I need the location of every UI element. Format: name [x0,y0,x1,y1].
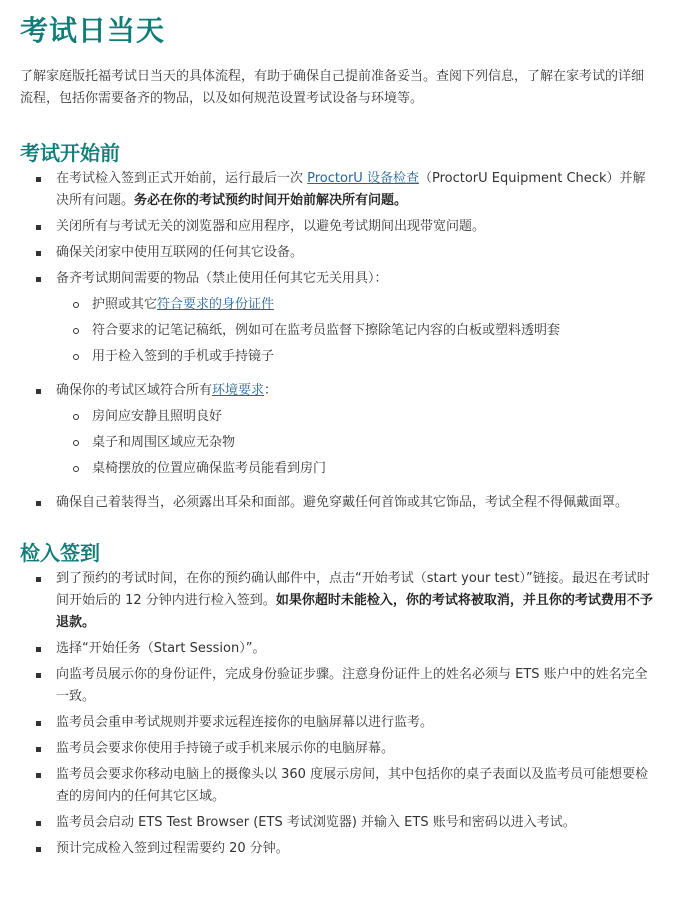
item-text: 备齐考试期间需要的物品（禁止使用任何其它无关用具）： [56,271,388,286]
environment-requirements-link[interactable]: 环境要求 [212,383,265,398]
environment-sublist [56,406,655,480]
item-text: （ProctorU Equipment Check）并解决所有问题。 [56,171,646,208]
list-item: 向监考员展示你的身份证件，完成身份验证步骤。注意身份证件上的姓名必须与 ETS 账户中的姓名完全一致。 [20,664,655,708]
list-item: 监考员会启动 ETS Test Browser (ETS 考试浏览器) 并输入 ETS 账号和密码以进入考试。 [20,812,655,834]
checkin-heading: 检入签到 [20,541,100,565]
item-bold-text: 务必在你的考试预约时间开始前解决所有问题。 [134,193,408,208]
item-text: 确保你的考试区域符合所有 [56,383,213,398]
list-item: 预计完成检入签到过程需要约 20 分钟。 [20,838,655,860]
checkin-list [20,568,655,860]
intro-paragraph: 了解家庭版托福考试日当天的具体流程，有助于确保自己提前准备妥当。查阅下列信息，了解在家考试的详细流程，包括你需要备齐的物品，以及如何规范设置考试设备与环境等。 [20,69,645,106]
list-item: 关闭所有与考试无关的浏览器和应用程序，以避免考试期间出现带宽问题。 [20,216,655,238]
sublist-item: 房间应安静且照明良好 [56,406,655,428]
sublist-item [56,294,655,316]
item-text: 在考试检入签到正式开始前，运行最后一次 [56,171,308,186]
checkin-section [20,538,655,860]
sublist-item: 用于检入签到的手机或手持镜子 [56,346,655,368]
list-item [20,568,655,634]
list-item [20,380,655,480]
before-test-heading: 考试开始前 [20,141,120,165]
list-item: 确保自己着装得当，必须露出耳朵和面部。避免穿戴任何首饰或其它饰品，考试全程不得佩戴面罩。 [20,492,655,514]
list-item: 监考员会重申考试规则并要求远程连接你的电脑屏幕以进行监考。 [20,712,655,734]
list-item: 选择“开始任务（Start Session）”。 [20,638,655,660]
before-test-section [20,138,655,514]
id-requirements-link[interactable]: 符合要求的身份证件 [157,297,275,312]
list-item: 确保关闭家中使用互联网的任何其它设备。 [20,242,655,264]
sublist-item: 桌子和周围区域应无杂物 [56,432,655,454]
list-item: 监考员会要求你使用手持镜子或手机来展示你的电脑屏幕。 [20,738,655,760]
list-item [20,268,655,368]
item-bold-text: 如果你超时未能检入，你的考试将被取消，并且你的考试费用不予退款。 [56,593,653,630]
sublist-item: 桌椅摆放的位置应确保监考员能看到房门 [56,458,655,480]
list-item [20,168,655,212]
list-item: 监考员会要求你移动电脑上的摄像头以 360 度展示房间，其中包括你的桌子表面以及监考员可能想要检查的房间内的任何其它区域。 [20,764,655,808]
before-test-list [20,168,655,514]
page-title: 考试日当天 [20,14,166,47]
item-text: ： [264,383,278,398]
item-text: 到了预约的考试时间，在你的预约确认邮件中，点击“开始考试（start your test）”链接。最迟在考试时间开始后的 12 分钟内进行检入签到。 [56,571,650,608]
equipment-check-link[interactable]: ProctorU 设备检查 [307,171,419,186]
sublist-item: 符合要求的记笔记稿纸，例如可在监考员监督下擦除笔记内容的白板或塑料透明套 [56,320,655,342]
items-sublist [56,294,655,368]
item-text: 护照或其它 [92,297,158,312]
